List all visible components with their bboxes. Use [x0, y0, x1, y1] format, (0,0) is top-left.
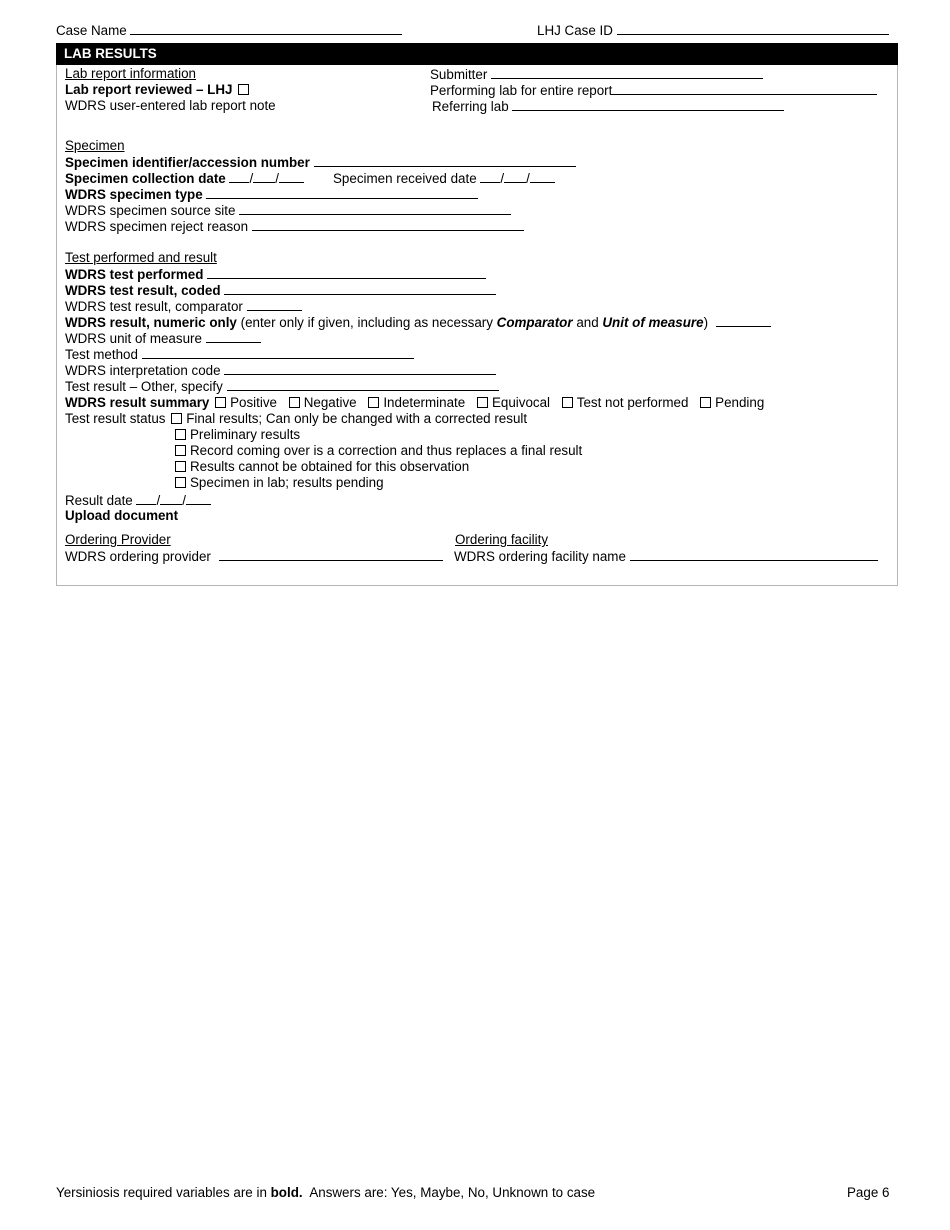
- result-date-label: Result date: [65, 493, 133, 508]
- ordering-provider-heading: Ordering Provider: [65, 532, 171, 547]
- submitter-label: Submitter: [430, 67, 488, 82]
- date-slash: /: [526, 171, 530, 186]
- specimen-source-site-field[interactable]: [65, 202, 511, 219]
- interpretation-code-line[interactable]: [224, 362, 496, 375]
- test-method-field[interactable]: [65, 346, 414, 363]
- received-year-line[interactable]: [530, 170, 555, 183]
- test-result-other-field[interactable]: [65, 378, 499, 395]
- specimen-type-label: WDRS specimen type: [65, 187, 203, 202]
- performing-lab-line[interactable]: [612, 82, 877, 95]
- ordering-provider-field[interactable]: [65, 548, 443, 565]
- lab-report-heading: Lab report information: [65, 66, 197, 81]
- status-cannot-obtain-checkbox[interactable]: [175, 461, 186, 472]
- test-method-label: Test method: [65, 347, 138, 362]
- summary-option-indeterminate: Indeterminate: [383, 395, 466, 410]
- status-option-final: Final results; Can only be changed with a corrected result: [186, 411, 528, 426]
- test-heading: Test performed and result: [65, 250, 217, 265]
- lhj-case-id-line[interactable]: [617, 22, 889, 35]
- status-option-correction: Record coming over is a correction and thus replaces a final result: [190, 443, 583, 458]
- upload-document-label[interactable]: Upload document: [65, 508, 179, 523]
- test-result-coded-line[interactable]: [224, 282, 496, 295]
- submitter-field[interactable]: [430, 66, 763, 83]
- specimen-received-date-field[interactable]: [333, 170, 555, 187]
- date-slash: /: [156, 493, 161, 508]
- lab-report-reviewed-label: Lab report reviewed – LHJ: [65, 82, 233, 97]
- result-date-field[interactable]: [65, 492, 211, 509]
- summary-option-negative: Negative: [303, 395, 357, 410]
- summary-option-equivocal: Equivocal: [491, 395, 551, 410]
- date-slash: /: [500, 171, 505, 186]
- interpretation-code-field[interactable]: [65, 362, 496, 379]
- date-slash: /: [182, 493, 186, 508]
- lhj-case-id-field[interactable]: [537, 22, 889, 39]
- status-correction-row: [175, 443, 582, 459]
- referring-lab-line[interactable]: [512, 98, 784, 111]
- lab-report-reviewed-checkbox[interactable]: [238, 84, 249, 95]
- result-status-row: [65, 411, 527, 427]
- collection-month-line[interactable]: [229, 170, 249, 183]
- status-final-checkbox[interactable]: [171, 413, 182, 424]
- numeric-result-label: WDRS result, numeric only: [65, 315, 237, 330]
- ordering-facility-line[interactable]: [630, 548, 878, 561]
- referring-lab-field[interactable]: [432, 98, 784, 115]
- status-pending-checkbox[interactable]: [175, 477, 186, 488]
- numeric-unit-term: Unit of measure: [602, 315, 704, 330]
- ordering-facility-field[interactable]: [454, 548, 878, 565]
- footer-note-text: Yersiniosis required variables are in: [56, 1185, 267, 1200]
- test-performed-field[interactable]: [65, 266, 486, 283]
- specimen-identifier-line[interactable]: [314, 154, 576, 167]
- numeric-result-field[interactable]: [65, 314, 771, 331]
- status-preliminary-row: [175, 427, 300, 443]
- test-comparator-line[interactable]: [247, 298, 302, 311]
- numeric-result-line[interactable]: [716, 314, 771, 327]
- specimen-type-line[interactable]: [206, 186, 478, 199]
- numeric-close-paren: ): [703, 315, 709, 330]
- unit-of-measure-field[interactable]: [65, 330, 261, 347]
- result-year-line[interactable]: [186, 492, 211, 505]
- specimen-identifier-label: Specimen identifier/accession number: [65, 155, 310, 170]
- summary-option-pending: Pending: [715, 395, 765, 410]
- lab-report-note-label: WDRS user-entered lab report note: [65, 98, 276, 113]
- case-name-line[interactable]: [130, 22, 402, 35]
- status-cannot-obtain-row: [175, 459, 469, 475]
- summary-option-not-performed: Test not performed: [576, 395, 689, 410]
- numeric-result-instruction: (enter only if given, including as necessary: [240, 315, 493, 330]
- test-result-other-line[interactable]: [227, 378, 499, 391]
- specimen-collection-date-label: Specimen collection date: [65, 171, 226, 186]
- status-correction-checkbox[interactable]: [175, 445, 186, 456]
- ordering-facility-heading: Ordering facility: [455, 532, 549, 547]
- specimen-source-site-label: WDRS specimen source site: [65, 203, 236, 218]
- summary-negative-checkbox[interactable]: [289, 397, 300, 408]
- test-result-other-label: Test result – Other, specify: [65, 379, 223, 394]
- submitter-line[interactable]: [491, 66, 763, 79]
- specimen-reject-reason-line[interactable]: [252, 218, 524, 231]
- footer-note-answers: Answers are: Yes, Maybe, No, Unknown to case: [309, 1185, 596, 1200]
- result-month-line[interactable]: [136, 492, 156, 505]
- summary-option-positive: Positive: [230, 395, 277, 410]
- status-preliminary-checkbox[interactable]: [175, 429, 186, 440]
- summary-positive-checkbox[interactable]: [215, 397, 226, 408]
- ordering-provider-label: WDRS ordering provider: [65, 549, 211, 564]
- status-option-preliminary: Preliminary results: [190, 427, 301, 442]
- date-slash: /: [275, 171, 279, 186]
- specimen-reject-reason-field[interactable]: [65, 218, 524, 235]
- specimen-collection-date-field[interactable]: [65, 170, 304, 187]
- specimen-type-field[interactable]: [65, 186, 478, 203]
- performing-lab-label: Performing lab for entire report: [430, 83, 613, 98]
- unit-of-measure-label: WDRS unit of measure: [65, 331, 202, 346]
- summary-pending-checkbox[interactable]: [700, 397, 711, 408]
- summary-not-performed-checkbox[interactable]: [562, 397, 573, 408]
- unit-of-measure-line[interactable]: [206, 330, 261, 343]
- referring-lab-label: Referring lab: [432, 99, 509, 114]
- specimen-received-date-label: Specimen received date: [333, 171, 477, 186]
- collection-year-line[interactable]: [279, 170, 304, 183]
- result-summary-row: [65, 395, 764, 411]
- lhj-case-id-label: LHJ Case ID: [537, 23, 613, 38]
- lab-report-reviewed[interactable]: [65, 82, 253, 98]
- specimen-reject-reason-label: WDRS specimen reject reason: [65, 219, 249, 234]
- received-day-line[interactable]: [504, 170, 526, 183]
- page-number: Page 6: [847, 1185, 890, 1200]
- test-method-line[interactable]: [142, 346, 414, 359]
- result-day-line[interactable]: [160, 492, 182, 505]
- specimen-source-site-line[interactable]: [239, 202, 511, 215]
- result-status-label: Test result status: [65, 411, 166, 426]
- case-name-field[interactable]: [56, 22, 402, 39]
- result-summary-label: WDRS result summary: [65, 395, 210, 410]
- summary-indeterminate-checkbox[interactable]: [368, 397, 379, 408]
- summary-equivocal-checkbox[interactable]: [477, 397, 488, 408]
- ordering-provider-line[interactable]: [219, 548, 443, 561]
- test-performed-label: WDRS test performed: [65, 267, 204, 282]
- footer-note-bold: bold.: [270, 1185, 303, 1200]
- date-slash: /: [249, 171, 254, 186]
- status-option-pending: Specimen in lab; results pending: [190, 475, 384, 490]
- footer-note: [56, 1185, 595, 1201]
- specimen-heading: Specimen: [65, 138, 125, 153]
- section-title: LAB RESULTS: [56, 43, 898, 65]
- collection-day-line[interactable]: [253, 170, 275, 183]
- test-comparator-field[interactable]: [65, 298, 302, 315]
- numeric-comparator-term: Comparator: [496, 315, 573, 330]
- test-comparator-label: WDRS test result, comparator: [65, 299, 243, 314]
- test-performed-line[interactable]: [207, 266, 486, 279]
- ordering-facility-label: WDRS ordering facility name: [454, 549, 626, 564]
- test-result-coded-field[interactable]: [65, 282, 496, 299]
- interpretation-code-label: WDRS interpretation code: [65, 363, 221, 378]
- case-name-label: Case Name: [56, 23, 127, 38]
- test-result-coded-label: WDRS test result, coded: [65, 283, 221, 298]
- status-option-cannot-obtain: Results cannot be obtained for this observation: [190, 459, 470, 474]
- numeric-and-word: and: [576, 315, 599, 330]
- performing-lab-field[interactable]: [430, 82, 877, 99]
- specimen-identifier-field[interactable]: [65, 154, 576, 171]
- received-month-line[interactable]: [480, 170, 500, 183]
- status-pending-row: [175, 475, 384, 491]
